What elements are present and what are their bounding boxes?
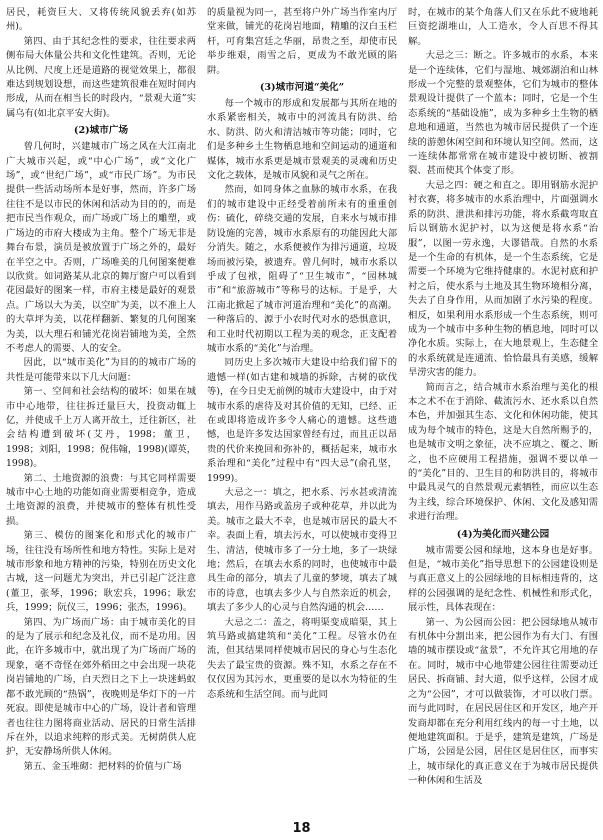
section-heading: (4)为美化而兴建公园: [456, 528, 550, 540]
text-column-left: [6, 6, 196, 816]
paragraph: 第三、模仿的图案化和形式化的城市广场，往往没有场所性和地方特性。实际上是对城市形象和地方精神的污染，特别在历史文化古城，这一问题尤为突出，并已引起广泛注意(董卫，张琴，1996；耿宏兵，1996；耿宏兵，1999；阮仪三，1996；张杰，1996)。: [6, 530, 196, 614]
paragraph: 大忌之四：硬之和直之。即用钢筋水泥护衬衣赛，将多城市的水系治理中，片面强调水系的防洪、泄洪和排污功能，将水系截弯取直后以钢筋水泥护衬，以为这便是将水系“治服”，以图一劳永逸，大谬错哉。自然的水系是一个生命的有机体，是一个生态系统，它是需要一个环境为它维持健康的。水泥衬底和护衬之后，使水系与土地及其生物环境相分离，失去了自身作用，从而加剧了水污染的程度。相反，如果利用水系形成一个生态系统，则可成为一个城市中多种生物的栖息地，同时可以净化水质。实际上，在大地景观上，生态健全的水系统就是连通流、恰恰最具有美感，缓解旱涝灾害的能力。: [408, 179, 598, 379]
page-number: 18: [292, 821, 311, 836]
paragraph: 每一个城市的形成和发展都与其所在地的水系紧密相关，城市中的河流具有防洪、给水、防洪、防火和清洁城市等功能；同时，它们是多种乡土生物栖息地和空间运动的通道和媒体，城市水系更是城市景观美的灵魂和历史文化之载体，是城市风貌和灵气之所在。: [207, 98, 397, 182]
section-heading: (3)城市河道“美化”: [259, 82, 345, 94]
page-footer: [0, 821, 603, 836]
paragraph: 居民，耗资巨大、又将传统风貌丢弃(如苏州)。: [6, 7, 196, 33]
text-column-right: [408, 6, 598, 816]
paragraph: 城市需要公园和绿地，这本身也是好事。但是，“城市美化”指导思想下的公园建设则是与真正意义上的公园绿地的目标相违背的，这样的公园强调的是纪念性、机械性和形式化，展示性，具体表现在：: [408, 544, 598, 614]
paragraph: 大忌之一：填之，把水系、污水甚或清流填去，用作马路或盖房子或种花草，并以此为美。城市之最大不幸，也是城市居民的最大不幸。表面上看，填去污水，可以使城市变得卫生、清洁，使城市多了一分土地，多了一块绿地；然后，在填去水系的同时，也使城市中最具生命的部分，填去了儿童的梦境，填去了城市的诗意，也填去多少人与自然亲近的机会，填去了多少人的心灵与自然沟通的机会……: [207, 487, 397, 614]
paragraph: 第四、由于其纪念性的要求，往往要求两侧布局大体量公共和文化性建筑。否则，无论从比例、尺度上还是道路的视觉效果上，都很难达到规划设想，而这些建筑很难在短时间内形成，从而在相当长的时段内，“景观大道”实属乌有(如北京平安大街)。: [6, 35, 196, 119]
text-column-middle: [207, 6, 397, 816]
paragraph: 因此，以“城市美化”为目的的城市广场的共性是可能带来以下几大问题：: [6, 357, 196, 383]
paragraph: 第一、为公园而公园：把公园绿地从城市有机体中分割出来，把公园作为有大门、有围墙的城市摆设或“盆景”，不允许其它用地的存在。同时，城市中心地带建公园往往需要动迁居民、拆商铺、封大道，似乎这样，公园才成之为“公园”，才可以做装饰，才可以收门票。而与此同时，在居民居住区和开发区，地产开发商却都在充分利用红线内的每一寸土地，以便地建筑面积。于是乎，建筑是建筑，广场是广场，公园是公园，居住区是居住区，而事实上，城市绿化的真正意义在于为城市居民提供一种休闲和生活及: [408, 616, 598, 787]
paragraph: 第二、土地资源的浪费：与其它同样需要城市中心土地的功能如商业需要相竞争，造成土地资源的浪费，并使城市的整体有机性受损。: [6, 472, 196, 527]
paragraph: 大忌之三：断之。许多城市的水系，本来是一个连续体，它们与湿地、城郊湖泊和山林形成一个完整的景观整体，它们为城市的整体景观设计提供了一个蓝本；同时，它是一个生态系统的“基础设施”，成为多种乡土生物的栖息地和通道，当然也为城市居民提供了一个连续的游憩休闲空间和环境认知空间。然而，这一连续体都常常在城市建设中被切断、被割裂、甚而使其个体变了形。: [408, 50, 598, 177]
paragraph: 第五、金玉堆砌：把材料的价值与广场: [23, 760, 182, 772]
paragraph: 时，在城市的某个角落人们又在乐此不疲地耗巨资挖湖堆山，人工造水，令人百思不得其解。: [408, 7, 598, 47]
paragraph: 大忌之二：盖之，将明渠变成暗渠，其上筑马路或搞建筑和“美化”工程。尽管水仍在流，但其结果同样使城市居民的身心与生态化失去了最宝贵的资源。殊不知，水系之存在不仅仅因为其污水，更重要的是以水为特征的生态系统和生活空间。而与此同: [207, 616, 397, 700]
paragraph: 然而，如同身体之血脉的城市水系，在我们的城市建设中正经受着前所未有的重重创伤：硫化，碎绕交通的发展，自来水与城市排防设施的完善，城市水系原有的功能因此大部分消失。随之，水系便被作为排污通道，垃圾场而被污染，被遗弃。曾几何时，城市水系以乎成了包袱，阻碍了“卫生城市”，“园林城市”和“旅游城市”等称号的达标。于是乎，大江南北掀起了城市河道治理和“美化”的高潮。一种落后的、源于小农时代对水的恐惧意识，和工业时代初期以工程为美的观念，正支配着城市水系的“美化”与治理。: [207, 184, 397, 354]
paragraph: 的质量视为同一，甚至将户外广场当作室内厅堂来做，铺光的花岗岩地面，精雕的汉白玉栏杆，可育集宫廷之华丽，昂贵之至，却使市民举步维艰，雨雪之后，更成为不敢光顾的陷阱。: [207, 7, 397, 76]
paragraph: 第一、空间和社会结构的破坏：如果在城市中心地带，往往拆迁量巨大，投资动辄上亿，并使成千上万人离开故土，迁往新区，社会结构遭到破坏(艾丹，1998；董卫，1998；刘阳，1998；倪伟翰，1998)(谭英，1998)。: [6, 386, 196, 470]
paragraph: 曾几何时，兴建城市广场之风在大江南北广大城市兴起，或“中心广场”，或“文化广场”，或“世纪广场”，或“市民广场”。为市民提供一些活动场所本是好事，然而，许多广场往往不是以市民的休闲和活动为目的的，而是把市民当作观众，而广场或广场上的雕塑，或广场边的市府大楼成为主角。整个广场无非是舞台布景，演员是被放置于广场之外的，最好在半空之中。否则，广场唯美的几何图案便难以欣赏。如词路某从北京的舞厅窗户可以看到花园最好的图案一样，市府主楼是最好的观景点。广场以大为美，以空旷为美，以不准上人的大草坪为美，以花样翻新、繁复的几何图案为美，以大理石和铺光花岗岩铺地为美，全然不考虑人的需要、人的安全。: [6, 141, 196, 354]
paragraph: 第四、为广场而广场：由于城市美化的目的是为了展示和纪念及礼仪，而不是功用。因此，在许多城市中，就出现了为广场而广场的现象，毫不奇怪在郊外稻田之中会出现一块花岗岩铺地的广场，白天烈日之下上一块迷蚂蚁都不敢光顾的“热锅”，夜晚则是华灯下的一片死寂。即使是城市中心的广场，设计者和管理者也往往力图将商业活动、居民的日常生活排斥在外，以追求纯粹的形式美。无树荫供人庇护，无安静场所供人休闲。: [6, 616, 196, 758]
section-heading: (2)城市广场: [73, 125, 129, 137]
paragraph: 同历史上多次城市大建设中给我们留下的遗憾一样(如古建和城墙的拆除，古树的砍伐等)，在今日史无前例的城市大建设中，由于对城市水系的虐待及对其价值的无知，已经、正在或即将造成许多令人痛心的遗憾。这些遗憾，也是许多发达国家曾经有过，而且正以昂贵的代价来挽回和弥补的，概括起来，城市水系治理和“美化”过程中有“四大忌”(俞孔坚，1999)。: [207, 357, 397, 484]
paragraph: 简而言之，结合城市水系治理与美化的根本之术不在于消除、截流污水、还水系以自然本色，并加强其生态、文化和休闲功能，使其成为每个城市的特色，这是大自然所赐予的，也是城市文明之象征，决不应填之、覆之、断之，也不应硬用工程措施，强调不要以单一的“美化”目的、卫生目的和防洪目的，将城市中最具灵气的自然景观元素牺牲，而应以生态为主线，综合环境保护、休闲、文化及感知需求进行治理。: [408, 381, 598, 523]
